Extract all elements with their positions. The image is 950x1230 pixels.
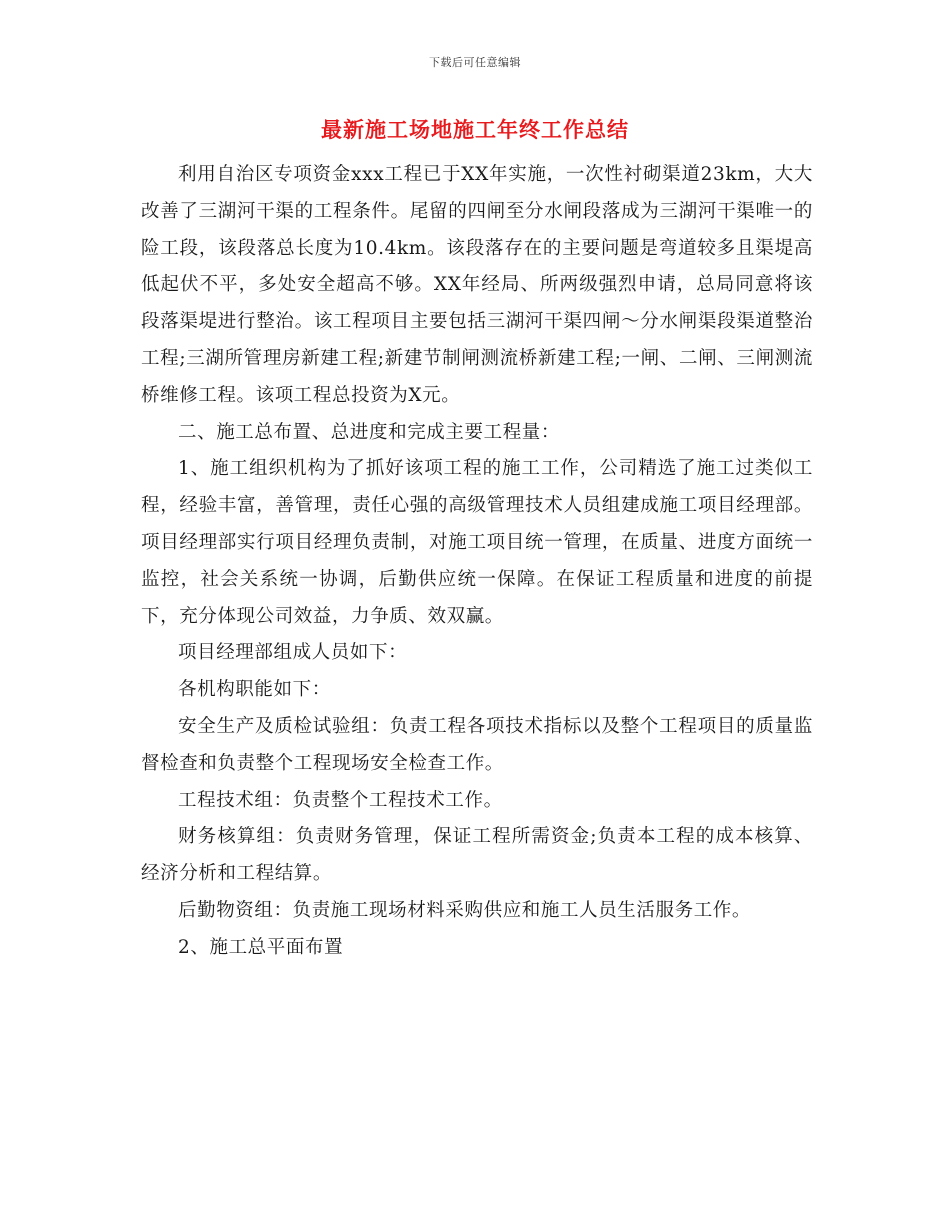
document-body xyxy=(141,157,813,967)
document-title: 最新施工场地施工年终工作总结 xyxy=(321,117,629,142)
paragraph: 财务核算组：负责财务管理，保证工程所需资金;负责本工程的成本核算、经济分析和工程结算。 xyxy=(141,826,813,885)
section-heading: 2、施工总平面布置 xyxy=(178,936,344,958)
paragraph: 后勤物资组：负责施工现场材料采购供应和施工人员生活服务工作。 xyxy=(178,899,752,921)
paragraph: 各机构职能如下： xyxy=(178,679,331,701)
header-note: 下载后可任意编辑 xyxy=(429,56,521,69)
paragraph: 利用自治区专项资金xxx工程已于XX年实施，一次性衬砌渠道23km，大大改善了三湖河干渠的工程条件。尾留的四闸至分水闸段落成为三湖河干渠唯一的险工段，该段落总长度为10.4km。该段落存在的主要问题是弯道较多且渠堤高低起伏不平，多处安全超高不够。XX年经局、所两级强烈申请，总局同意将该段落渠堤进行整治。该工程项目主要包括三湖河干渠四闸～分水闸渠段渠道整治工程;三湖所管理房新建工程;新建节制闸测流桥新建工程;一闸、二闸、三闸测流桥维修工程。该项工程总投资为X元。 xyxy=(141,164,813,406)
paragraph: 1、施工组织机构为了抓好该项工程的施工工作，公司精选了施工过类似工程，经验丰富，善管理，责任心强的高级管理技术人员组建成施工项目经理部。项目经理部实行项目经理负责制，对施工项目统一管理，在质量、进度方面统一监控，社会关系统一协调，后勤供应统一保障。在保证工程质量和进度的前提下，充分体现公司效益，力争质、效双赢。 xyxy=(141,458,813,627)
paragraph: 安全生产及质检试验组：负责工程各项技术指标以及整个工程项目的质量监督检查和负责整个工程现场安全检查工作。 xyxy=(141,715,813,774)
paragraph: 项目经理部组成人员如下： xyxy=(178,642,408,664)
section-heading: 二、施工总布置、总进度和完成主要工程量： xyxy=(178,421,561,443)
paragraph: 工程技术组：负责整个工程技术工作。 xyxy=(178,789,503,811)
